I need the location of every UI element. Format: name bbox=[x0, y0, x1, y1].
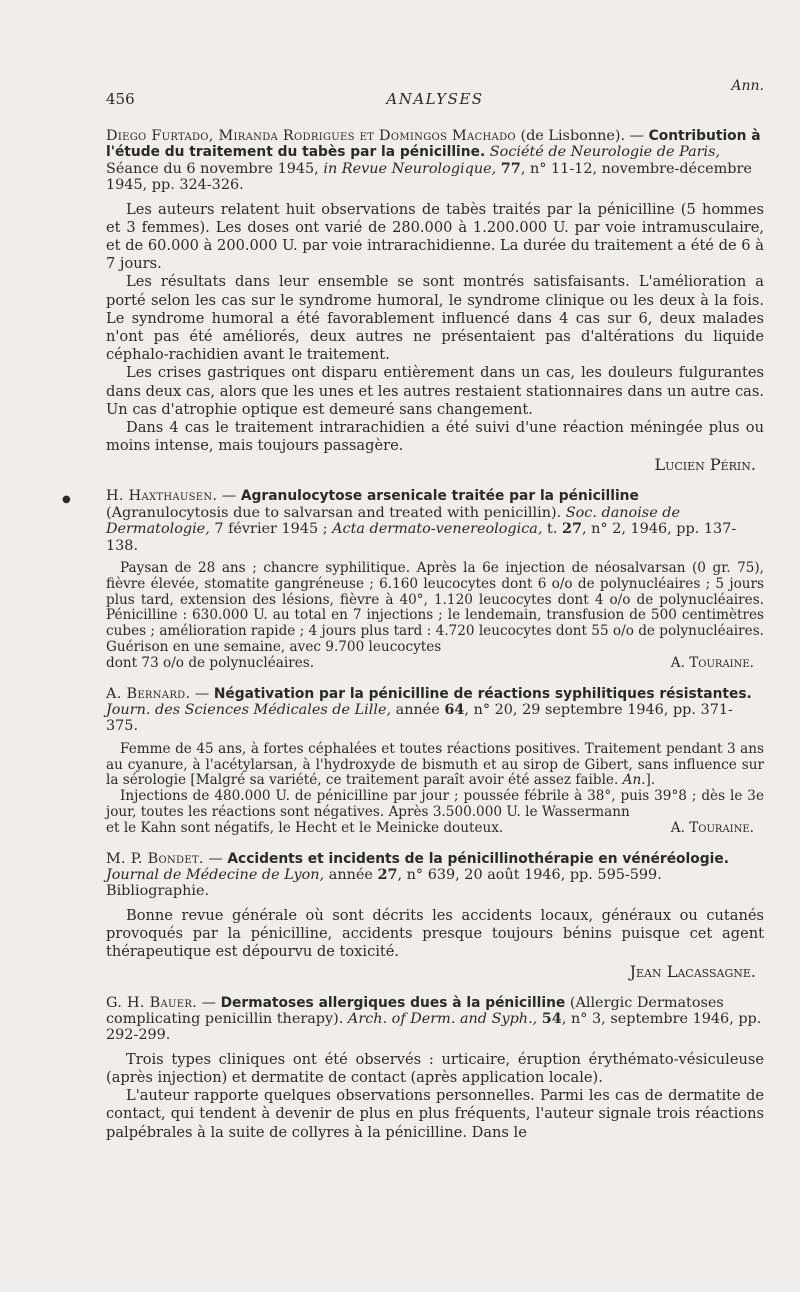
review-entry bbox=[106, 686, 764, 837]
authors: Diego Furtado, Miranda Rodrigues et Domingos Machado bbox=[106, 128, 516, 144]
corner-annotation: Ann. bbox=[731, 78, 764, 94]
authors: G. H. Bauer. bbox=[106, 994, 198, 1011]
volume-number: 27 bbox=[377, 866, 398, 884]
authors: H. Haxthausen. bbox=[106, 488, 218, 505]
review-entry bbox=[106, 488, 764, 671]
source-date: 7 février 1945 ; bbox=[214, 521, 328, 538]
english-title: (Allergic Dermatoses complicating penicillin therapy). bbox=[106, 994, 724, 1027]
journal-name: in Revue Neurologique, bbox=[323, 160, 497, 177]
english-title: (Agranulocytosis due to salvarsan and treated with penicillin). bbox=[106, 504, 562, 521]
editor-note: An. bbox=[622, 772, 646, 789]
citation: G. H. Bauer. — Dermatoses allergiques dues à la pénicilline (Allergic Dermatoses complicating penicillin therapy). Arch. of Derm. and Syph., 54, n° 3, septembre 1946, pp. 292-299. bbox=[106, 994, 762, 1044]
article-title: Accidents et incidents de la pénicillinothérapie en vénéréologie. bbox=[227, 850, 729, 867]
issue-info: n° 3, septembre 1946, pp. 292-299. bbox=[106, 1010, 762, 1044]
source-society: Soc. danoise de Dermatologie, bbox=[106, 504, 681, 538]
note-close: ]. bbox=[645, 772, 656, 789]
issue-info: n° 20, 29 septembre 1946, pp. 371-375. bbox=[106, 702, 733, 735]
abstract-paragraph: Les résultats dans leur ensemble se sont montrés satisfaisants. L'amélioration a porté selon les cas sur le syndrome humoral, le syndrome clinique ou les deux à la fois. Le syndrome humoral a été favorablement influencé dans 4 cas sur 6, deux malades n'ont pas été améliorés, deux autres ne présentaient pas d'altérations du liquide céphalo-rachidien avant le traitement. bbox=[106, 273, 764, 364]
closing-line bbox=[106, 821, 764, 837]
review-entry bbox=[106, 851, 764, 981]
reviewer-signature: A. Touraine. bbox=[670, 819, 754, 836]
source-society: Société de Neurologie de Paris, bbox=[489, 144, 721, 161]
review-entry bbox=[106, 995, 764, 1142]
issue-info: n° 2, 1946, pp. 137-138. bbox=[106, 521, 737, 554]
article-title: Contribution à l'étude du traitement du tabès par la pénicilline. bbox=[106, 128, 761, 161]
volume-prefix: t. bbox=[547, 521, 558, 538]
margin-dot: ● bbox=[62, 494, 71, 505]
abstract-paragraph: Injections de 480.000 U. de pénicilline par jour ; poussée fébrile à 38°, puis 39°8 ; dès le 3e jour, toutes les réactions sont négatives. Après 3.500.000 U. le Wassermann bbox=[106, 788, 764, 821]
running-head: ANALYSES bbox=[386, 90, 484, 108]
journal-name: Journ. des Sciences Médicales de Lille, bbox=[106, 702, 392, 719]
abstract-paragraph: Les auteurs relatent huit observations de tabès traités par la pénicilline (5 hommes et 3 femmes). Les doses ont varié de 280.000 à 1.200.000 U. par voie intramusculaire, et de 60.000 à 200.000 U. par voie intrarachidienne. La durée du traitement a été de 6 à 7 jours. bbox=[106, 200, 764, 273]
page-number: 456 bbox=[106, 90, 135, 108]
journal-name: Journal de Médecine de Lyon, bbox=[106, 867, 325, 884]
article-title: Négativation par la pénicilline de réactions syphilitiques résistantes. bbox=[213, 685, 752, 702]
article-title: Dermatoses allergiques dues à la pénicilline bbox=[220, 994, 566, 1011]
year-prefix: année bbox=[328, 867, 373, 884]
year-prefix: année bbox=[395, 702, 440, 719]
source-date: Séance du 6 novembre 1945, bbox=[106, 160, 319, 177]
volume-number: 77 bbox=[500, 159, 521, 177]
abstract-last-line: et le Kahn sont négatifs, le Hecht et le Meinicke douteux. bbox=[106, 819, 504, 836]
page-header bbox=[106, 90, 764, 114]
abstract-paragraph: Paysan de 28 ans ; chancre syphilitique. Après la 6e injection de néosalvarsan (0 gr. 75), fièvre élevée, stomatite gangréneuse ; 6.160 leucocytes dont 6 o/o de polynucléaires ; 5 jours plus tard, extension des lésions, fièvre à 40°, 1.120 leucocytes dont 4 o/o de polynucléaires. Pénicilline : 630.000 U. au total en 7 injections ; le lendemain, transfusion de 500 centimètres cubes ; amélioration rapide ; 4 jours plus tard : 4.720 leucocytes dont 55 o/o de polynucléaires. Guérison en une semaine, avec 9.700 leucocytes bbox=[106, 560, 764, 656]
reviewer-signature: Jean Lacassagne. bbox=[629, 961, 756, 981]
abstract-paragraph: Dans 4 cas le traitement intrarachidien a été suivi d'une réaction méningée plus ou moins intense, mais toujours passagère. bbox=[106, 419, 764, 455]
citation: H. Haxthausen. — Agranulocytose arsenicale traitée par la pénicilline (Agranulocytosis due to salvarsan and treated with penicillin). Soc. danoise de Dermatologie, 7 février 1945 ; Acta dermato-venereologica, t. 27, n° 2, 1946, pp. 137-138. bbox=[106, 488, 737, 554]
reviews-column bbox=[106, 128, 764, 1149]
volume-number: 64 bbox=[444, 701, 465, 719]
abstract-text: Femme de 45 ans, à fortes céphalées et toutes réactions positives. Traitement pendant 3 ans au cyanure, à l'acétylarsan, à l'hydroxyde de bismuth et au sirop de Gibert, sans influence sur la sérologie [Malgré sa variété, ce traitement paraît avoir été assez faible. bbox=[106, 740, 764, 789]
review-entry bbox=[106, 128, 764, 474]
article-title: Agranulocytose arsenicale traitée par la pénicilline bbox=[240, 488, 639, 505]
abstract-paragraph: Les crises gastriques ont disparu entièrement dans un cas, les douleurs fulgurantes dans deux cas, alors que les unes et les autres restaient stationnaires dans un autre cas. Un cas d'atrophie optique est demeuré sans changement. bbox=[106, 364, 764, 418]
citation: M. P. Bondet. — Accidents et incidents de la pénicillinothérapie en vénéréologie. Journal de Médecine de Lyon, année 27, n° 639, 20 août 1946, pp. 595-599. Bibliographie. bbox=[106, 850, 729, 900]
closing-line bbox=[106, 656, 764, 672]
issue-info: n° 11-12, novembre-décembre 1945, pp. 324-326. bbox=[106, 160, 752, 194]
volume-number: 54 bbox=[541, 1009, 562, 1027]
authors: A. Bernard. bbox=[106, 685, 191, 702]
issue-info: n° 639, 20 août 1946, pp. 595-599. Bibliographie. bbox=[106, 867, 662, 900]
journal-name: Arch. of Derm. and Syph., bbox=[347, 1010, 538, 1027]
affiliation: (de Lisbonne). — bbox=[520, 128, 645, 144]
reviewer-signature: Lucien Périn. bbox=[654, 455, 756, 475]
volume-number: 27 bbox=[561, 520, 583, 538]
abstract-paragraph: L'auteur rapporte quelques observations personnelles. Parmi les cas de dermatite de contact, qui tendent à devenir de plus en plus fréquents, l'auteur signale trois réactions palpébrales à la suite de collyres à la pénicilline. Dans le bbox=[106, 1087, 764, 1141]
citation: Diego Furtado, Miranda Rodrigues et Domingos Machado (de Lisbonne). — Contribution à l'étude du traitement du tabès par la pénicilline. Société de Neurologie de Paris, Séance du 6 novembre 1945, in Revue Neurologique, 77, n° 11-12, novembre-décembre 1945, pp. 324-326. bbox=[106, 128, 761, 194]
abstract-paragraph: Trois types cliniques ont été observés : urticaire, éruption érythémato-vésiculeuse (après injection) et dermatite de contact (après application locale). bbox=[106, 1050, 764, 1086]
citation: A. Bernard. — Négativation par la pénicilline de réactions syphilitiques résistantes. Journ. des Sciences Médicales de Lille, année 64, n° 20, 29 septembre 1946, pp. 371-375. bbox=[106, 685, 752, 735]
abstract-paragraph: Bonne revue générale où sont décrits les accidents locaux, généraux ou cutanés provoqués par la pénicilline, accidents presque toujours bénins puisque cet agent thérapeutique est dépourvu de toxicité. bbox=[106, 906, 764, 961]
abstract-last-line: dont 73 o/o de polynucléaires. bbox=[106, 654, 315, 671]
journal-name: Acta dermato-venereologica, bbox=[332, 521, 543, 538]
reviewer-signature: A. Touraine. bbox=[670, 654, 754, 671]
authors: M. P. Bondet. bbox=[106, 850, 204, 867]
abstract-paragraph bbox=[106, 742, 764, 789]
